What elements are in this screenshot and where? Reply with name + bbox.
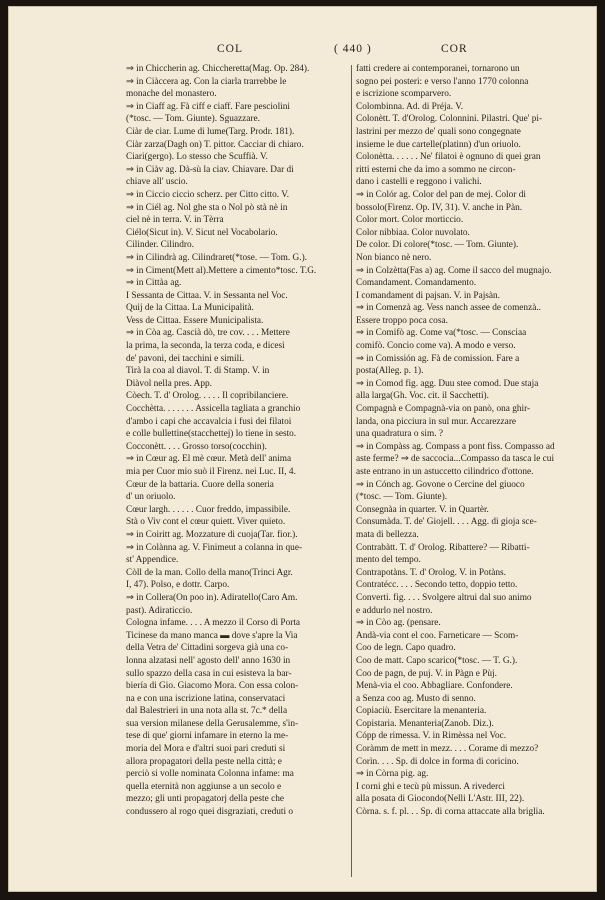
text-line: sullo spazzo della casa in cui esisteva la bar- — [126, 668, 292, 679]
text-line: bossolo(Firenz. Op. IV, 31). V. anche in Pàn. — [356, 202, 523, 213]
text-line: fatti credere ai contemporanei, tornarono un — [356, 64, 520, 74]
text-line: Cocchètta. . . . . . . Assicella tagliata a granchio — [126, 404, 301, 415]
text-line: ⇒ in Comissión ag. Fà de comission. Fare a — [356, 353, 520, 364]
text-line: aste entrano in un astuccetto cilindrico d'ottone. — [356, 467, 534, 477]
text-line: Contratécc. . . . Secondo tetto, doppio tetto. — [356, 580, 518, 591]
text-line: Ciàr zarza(Dagh on) T. pittor. Cacciar di chiaro. — [126, 139, 304, 150]
text-line: monache del monastero. — [126, 89, 217, 100]
text-line: ritti esterni che da imo a sommo ne circon- — [356, 164, 516, 175]
text-line: ⇒ in Colzètta(Fas a) ag. Come il sacco del mugnajo. — [356, 265, 552, 276]
text-line: sogno pei posteri: e verso l'anno 1770 colonna — [356, 76, 529, 87]
text-line: posta(Alleg. p. 1). — [356, 366, 424, 377]
text-line: alla posata di Giocondo(Nelli L'Astr. III, 22). — [356, 794, 525, 805]
text-line: Non bianco nè nero. — [356, 252, 432, 263]
text-line: biería di Gio. Giacomo Mora. Con essa colon- — [126, 681, 299, 692]
text-line: ⇒ in Colànna ag. V. Finimeut a colanna in que- — [126, 542, 303, 553]
text-line: De color. Di colore(*tosc. — Tom. Giunte). — [356, 240, 519, 251]
text-line: Quij de la Cittaa. La Municipalità. — [126, 303, 254, 314]
text-line: ⇒ in Colór ag. Color del pan de mej. Color di — [356, 189, 526, 200]
text-line: ⇒ in Cœur ag. El mè cœur. Metà dell' anima — [126, 454, 292, 465]
text-line: tese di que' giorni infamare in eterno la me- — [126, 731, 289, 742]
page-number: ( 440 ) — [334, 43, 372, 55]
text-line: alla larga(Gh. Voc. cit. il Sacchetti). — [356, 391, 489, 402]
text-line: Còech. T. d' Orolog. . . . . Il copribilanciere. — [126, 391, 289, 402]
text-line: Cœur largh. . . . . . Cuor freddo, impassibile. — [126, 504, 291, 515]
text-line: Comandament. Comandamento. — [356, 278, 477, 289]
text-line: allora propagatori della peste nella città; e — [126, 756, 282, 767]
text-line: ⇒ in Ciment(Mett al).Mettere a cimento*tosc. T.G. — [126, 265, 317, 276]
text-line: Ciélo(Sicut in). V. Sicut nel Vocabolario. — [126, 227, 278, 238]
running-head-right: COR — [441, 43, 468, 55]
text-line: ⇒ in Ciàv ag. Dà-sù la ciav. Chiavare. Dar di — [126, 164, 294, 175]
text-line: Cœur de la battaria. Cuore della soneria — [126, 479, 274, 490]
text-line: mezzo; gli unti propagatorj della peste che — [126, 794, 284, 805]
text-line: Diàvol nella pres. App. — [126, 378, 212, 389]
text-line: I Sessanta de Cittaa. V. in Sessanta nel Voc. — [126, 290, 288, 301]
text-line: Corìn. . . . Sp. di dolce in forma di coricino. — [356, 756, 519, 767]
text-line: una quadratura o sim. ? — [356, 429, 443, 440]
text-line: ⇒ in Ciél ag. Nol ghe sta o Nol pò stà nè in — [126, 202, 288, 213]
text-line: Colombinna. Ad. di Préja. V. — [356, 101, 464, 112]
text-line: condussero al rogo quei disgraziati, creduti o — [126, 807, 294, 818]
text-line: Coo de legn. Capo quadro. — [356, 643, 456, 654]
text-line: perciò si volle nominata Colonna infame: ma — [126, 769, 294, 780]
column-divider — [351, 65, 352, 877]
text-line: dano i castelli e reggono i valichi. — [356, 177, 482, 188]
text-line: Colonètta. . . . . . Ne' filatoi è ognuno di quei gran — [356, 152, 541, 163]
text-line: e iscrizione scomparvero. — [356, 89, 452, 100]
text-line: I, 47). Polso, e dottr. Carpo. — [126, 580, 230, 591]
text-line: mia per Cuor mio suò il Firenz. nei Luc. II, 4. — [126, 467, 296, 477]
text-line: Vess de Cittaa. Essere Municipalista. — [126, 315, 264, 326]
book-page — [8, 6, 597, 892]
text-line: mata di bellezza. — [356, 529, 419, 540]
text-line: e colle bullettine(stacchettej) lo tiene in sesto. — [126, 429, 297, 440]
text-line: ⇒ in Comifò ag. Come va(*tosc. — Consciaa — [356, 328, 527, 339]
text-line: insieme le due cartelle(platinn) d'un oriuolo. — [356, 139, 521, 150]
text-line: Consegnàa in quarter. V. in Quartèr. — [356, 504, 489, 515]
text-line: ⇒ in Còrna pig. ag. — [356, 769, 429, 780]
text-line: comifò. Concio come va). A modo e verso. — [356, 341, 516, 352]
text-line: (*tosc. — Tom. Giunte). Sguazzare. — [126, 114, 260, 125]
text-line: d' un oriuolo. — [126, 492, 176, 503]
text-line: sua version milanese della Gerusalemme, s'in- — [126, 718, 299, 729]
text-line: Ticinese da mano manca ▬ dove s'apre la Via — [126, 630, 298, 641]
text-line: a Senza coo ag. Musto di senno. — [356, 693, 476, 704]
text-line: ⇒ in Ciaff ag. Fà ciff e ciaff. Fare pesciolini — [126, 101, 290, 112]
text-line: ⇒ in Compàss ag. Compass a pont fiss. Compasso ad — [356, 441, 555, 452]
text-line: ciel nè in terra. V. in Tèrra — [126, 215, 224, 226]
text-line: ⇒ in Coiritt ag. Mozzature di cuoja(Tar. fior.). — [126, 529, 298, 540]
text-line: Cocconètt. . . . Grosso torso(cocchin). — [126, 441, 267, 452]
text-line: Menà-via el coo. Abbagliare. Confondere. — [356, 681, 513, 692]
text-line: Ciàr de ciar. Lume di lume(Targ. Prodr. 181). — [126, 126, 295, 137]
left-text-column — [126, 63, 348, 883]
text-line: ⇒ in Comod fig. agg. Duu stee comod. Due staja — [356, 378, 539, 389]
text-line: Compagnà e Compagnà-via on panò, ona ghir- — [356, 404, 531, 415]
text-line: st' Appendice. — [126, 555, 179, 566]
text-line: Andà-via cont el coo. Farneticare — Scom- — [356, 630, 519, 641]
text-line: Essere troppo poca cosa. — [356, 315, 448, 326]
running-head-left: COL — [217, 43, 243, 55]
text-line: aste ferme? ⇒ de saccocia...Compasso da tasca le cui — [356, 454, 555, 465]
text-line: Còrna. s. f. pl. . . Sp. di corna attaccate alla briglia. — [356, 807, 545, 818]
text-line: ⇒ in Chiccherin ag. Chiccheretta(Mag. Op. 284). — [126, 64, 310, 74]
text-line: quella eternità non aggiunse a un secolo e — [126, 781, 282, 792]
text-line: I corni ghi e tecù pù missun. A rivederci — [356, 781, 505, 792]
text-line: Còll de la man. Collo della mano(Trinci Agr. — [126, 567, 293, 578]
text-line: mento del tempo. — [356, 555, 421, 566]
text-line: past). Adiraticcio. — [126, 605, 193, 616]
text-line: dal Balestrieri in una nota alla st. 7c.* della — [126, 706, 288, 717]
text-line: moria del Mora e d'altri suoi pari creduti si — [126, 744, 286, 755]
text-line: Cilinder. Cilindro. — [126, 240, 194, 251]
text-line: Copiaciù. Esercitare la menanteria. — [356, 706, 487, 717]
text-line: la prima, la seconda, la terza coda, e dicesi — [126, 341, 285, 352]
text-line: Coo de matt. Capo scarico(*tosc. — T. G.). — [356, 655, 518, 666]
text-line: ⇒ in Còo ag. (pensare. — [356, 618, 441, 629]
text-line: Ciari(gergo). Lo stesso che Scuffià. V. — [126, 152, 268, 163]
text-line: ⇒ in Còa ag. Cascià dò, tre cov. . . . Mettere — [126, 328, 290, 339]
text-line: Stà o Viv cont el cœur quiett. Viver quieto. — [126, 517, 286, 528]
text-line: Colonètt. T. d'Orolog. Colonnini. Pilastri. Que' pi- — [356, 114, 543, 125]
text-line: d'ambo i capi che accavalcia i fusi dei filatoi — [126, 416, 292, 427]
text-line: ⇒ in Collera(On poo in). Adiratello(Caro Am. — [126, 592, 298, 603]
text-line: ⇒ in Comenzà ag. Vess nanch assee de comenzà.. — [356, 303, 541, 314]
text-line: Contrapotàns. T. d' Orolog. V. in Potàns. — [356, 567, 506, 578]
text-line: I comandament di pajsan. V. in Pajsàn. — [356, 290, 500, 301]
text-line: na e con una iscrizione latina, conservataci — [126, 693, 286, 704]
text-line: Converti. fig. . . . Svolgere altrui dal suo animo — [356, 592, 532, 603]
text-line: Cópp de rimessa. V. in Rimèssa nel Voc. — [356, 731, 507, 742]
text-line: Color nibbiaa. Color nuvolato. — [356, 227, 470, 238]
text-line: Color mort. Color morticcio. — [356, 215, 464, 226]
text-line: Coo de pagn, de puj. V. in Pàgn e Pùj. — [356, 668, 497, 679]
text-line: Copistaria. Menanteria(Zanob. Diz.). — [356, 718, 494, 729]
text-line: ⇒ in Cónch ag. Govone o Cercine del giuoco — [356, 479, 525, 490]
text-line: Coràmm de mett in mezz. . . . Corame di mezzo? — [356, 744, 539, 755]
text-line: Cologna infame. . . . A mezzo il Corso di Porta — [126, 618, 301, 629]
text-line: Tirà la coa al diavol. T. di Stamp. V. in — [126, 366, 270, 377]
page-header — [9, 43, 596, 59]
text-line: (*tosc. — Tom. Giunte). — [356, 492, 448, 503]
text-line: landa, ona picciura in sul mur. Accarezzare — [356, 416, 517, 427]
text-line: Consumàda. T. de' Giojell. . . . Agg. di gioja sce- — [356, 517, 537, 528]
text-line: ⇒ in Cilindrà ag. Cilindraret(*tose. — Tom. G.). — [126, 252, 307, 263]
text-line: della Vetra de' Cittadini sorgeva già una co- — [126, 643, 289, 654]
right-text-column — [356, 63, 578, 883]
text-line: ⇒ in Cittàa ag. — [126, 278, 182, 289]
text-line: chiave all' uscio. — [126, 177, 188, 188]
text-line: de' pavoni, dei tacchini e simili. — [126, 353, 245, 364]
text-line: lonna alzatasi nell' agosto dell' anno 1630 in — [126, 655, 291, 666]
text-line: lastrini per mezzo de' quali sono congegnate — [356, 126, 521, 137]
text-line: e addurlo nel nostro. — [356, 605, 433, 616]
text-line: ⇒ in Ciàccera ag. Con la ciarla trarrebbe le — [126, 76, 287, 87]
text-line: Contrabàtt. T. d' Orolog. Ribattere? — Ribatti- — [356, 542, 530, 553]
text-line: ⇒ in Ciccio ciccio scherz. per Citto citto. V. — [126, 189, 290, 200]
